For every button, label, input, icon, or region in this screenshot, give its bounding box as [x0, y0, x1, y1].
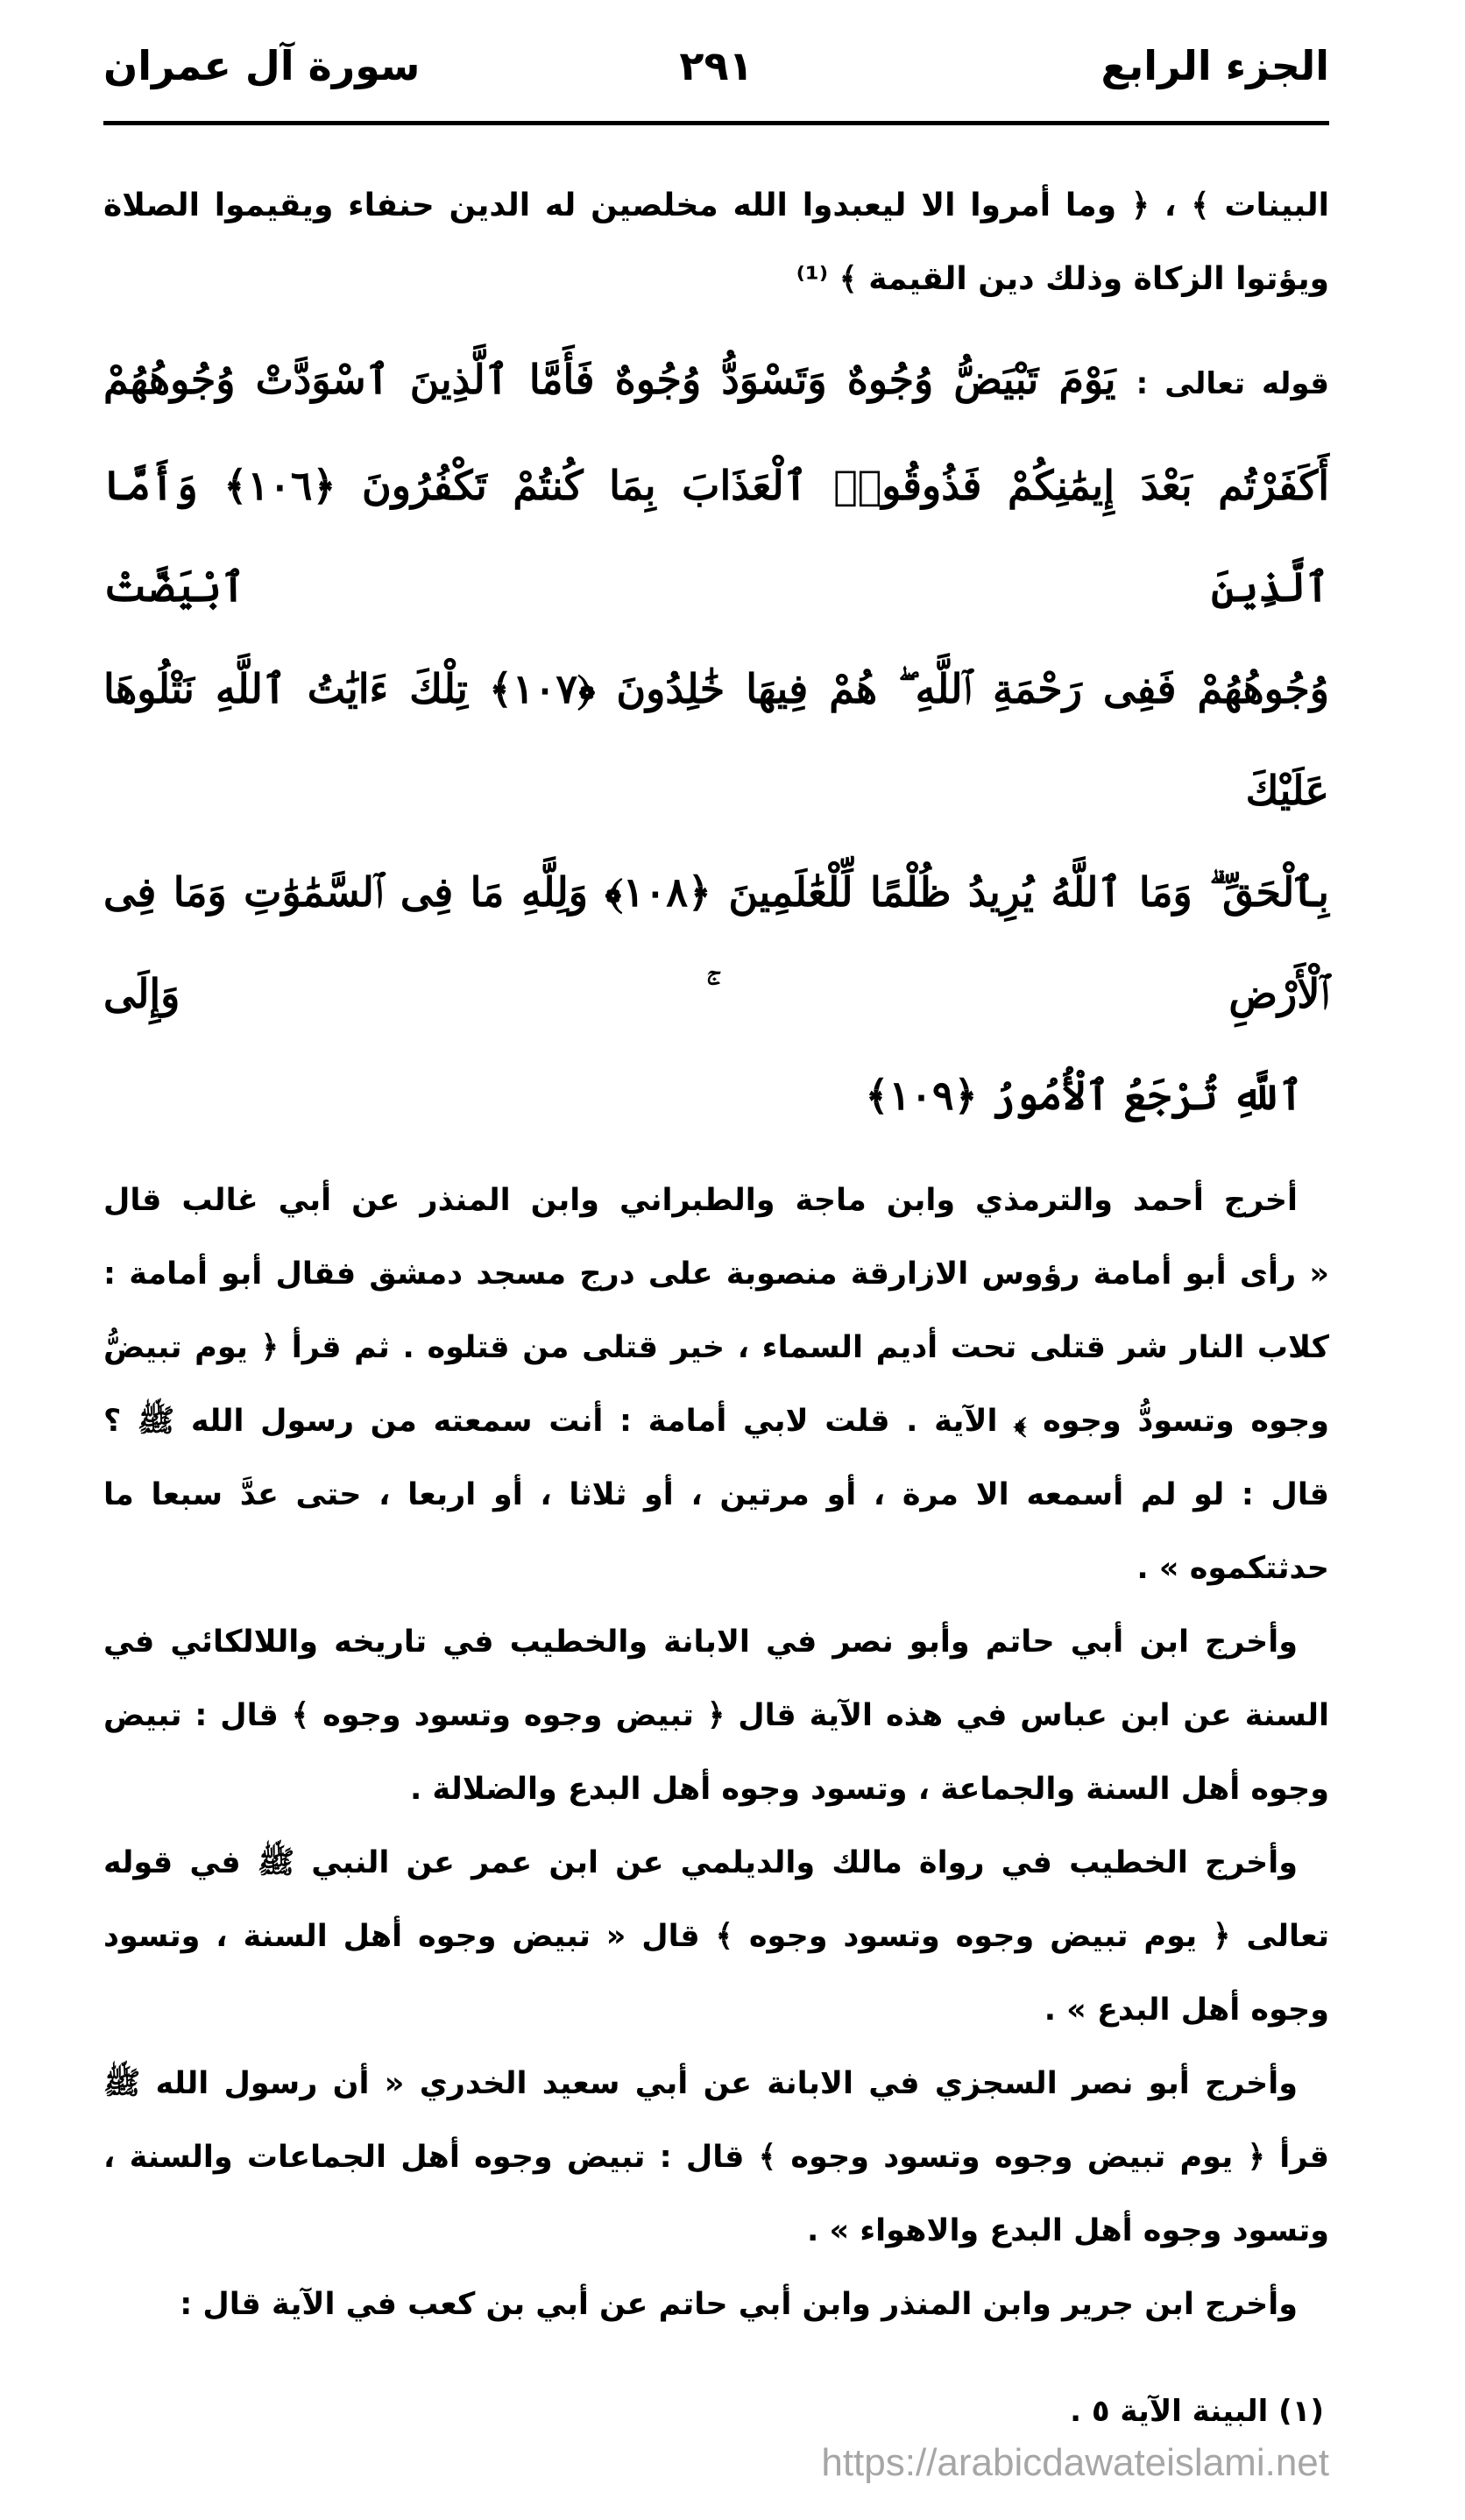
prose-line: قرأ ﴿ يوم تبيض وجوه وتسود وجوه ﴾ قال : تبيض وجوه أهل الجماعات والسنة ،	[103, 2140, 1329, 2175]
quran-line: وُجُوهُهُمْ فَفِى رَحْمَةِ ٱللَّهِ ۖ هُمْ فِيهَا خَٰلِدُونَ ﴿١٠٧﴾ تِلْكَ ءَايَٰتُ ٱللَّهِ نَتْلُوهَا عَلَيْكَ	[103, 665, 1329, 814]
watermark-url: https://arabicdawateislami.net	[821, 2441, 1329, 2484]
prose-line: وجوه أهل البدع » .	[1044, 1993, 1329, 2028]
quran-line: أَكَفَرْتُم بَعْدَ إِيمَٰنِكُمْ فَذُوقُوا۟ ٱلْعَذَابَ بِمَا كُنتُمْ تَكْفُرُونَ ﴿١٠٦﴾ وَأَمَّا ٱلَّذِينَ ٱبْيَضَّتْ	[103, 462, 1330, 611]
quran-line: ٱللَّهِ تُرْجَعُ ٱلْأُمُورُ ﴿١٠٩﴾	[865, 1072, 1303, 1119]
running-header-surah: سورة آل عمران	[103, 42, 421, 89]
quran-line	[103, 329, 1329, 435]
quran-lead-label: قوله تعالى :	[1136, 366, 1330, 401]
prose-line: وتسود وجوه أهل البدع والاهواء » .	[807, 2213, 1329, 2248]
prose-line: حدثتكموه » .	[1136, 1551, 1329, 1586]
page-number: ٢٩١	[679, 42, 754, 89]
intro-line: ويؤتوا الزكاة وذلك دين القيمة ﴾ ⁽¹⁾	[796, 261, 1329, 297]
prose-line: وجوه وتسودُّ وجوه ﴾ الآية . قلت لابي أمامة : أنت سمعته من رسول الله ﷺ ؟	[103, 1404, 1329, 1439]
prose-line: « رأى أبو أمامة رؤوس الازارقة منصوبة على درج مسجد دمشق فقال أبو أمامة :	[103, 1256, 1329, 1292]
quran-verse-text: يَوْمَ تَبْيَضُّ وُجُوهٌ وَتَسْوَدُّ وُجُوهٌ فَأَمَّا ٱلَّذِينَ ٱسْوَدَّتْ وُجُوهُهُمْ	[103, 356, 1116, 403]
prose-line: قال : لو لم أسمعه الا مرة ، أو مرتين ، أو ثلاثا ، أو اربعا ، حتى عدَّ سبعا ما	[103, 1477, 1329, 1512]
prose-line: كلاب النار شر قتلى تحت أديم السماء ، خير قتلى من قتلوه . ثم قرأ ﴿ يوم تبيضُّ	[103, 1330, 1329, 1365]
prose-line: وأخرج الخطيب في رواة مالك والديلمي عن ابن عمر عن النبي ﷺ في قوله	[103, 1845, 1298, 1880]
prose-line: تعالى ﴿ يوم تبيض وجوه وتسود وجوه ﴾ قال « تبيض وجوه أهل السنة ، وتسود	[103, 1919, 1329, 1954]
commentary	[103, 1164, 1329, 2341]
prose-line: وأخرج ابن جرير وابن المنذر وابن أبي حاتم عن أبي بن كعب في الآية قال :	[180, 2287, 1298, 2322]
footnote: (١) البينة الآية ٥ .	[1070, 2394, 1324, 2429]
prose-line: وأخرج ابن أبي حاتم وأبو نصر في الابانة والخطيب في تاريخه واللالكائي في	[103, 1625, 1298, 1660]
intro-line: البينات ﴾ ، ﴿ وما أمروا الا ليعبدوا الله مخلصين له الدين حنفاء ويقيموا الصلاة	[103, 188, 1329, 223]
prose-line: أخرج أحمد والترمذي وابن ماجة والطبراني وابن المنذر عن أبي غالب قال	[103, 1183, 1298, 1218]
prose-line: وجوه أهل السنة والجماعة ، وتسود وجوه أهل البدع والضلالة .	[409, 1772, 1329, 1807]
running-header-part: الجزء الرابع	[1101, 42, 1329, 89]
prose-line: السنة عن ابن عباس في هذه الآية قال ﴿ تبيض وجوه وتسود وجوه ﴾ قال : تبيض	[103, 1698, 1329, 1733]
quran-line: بِٱلْحَقِّ ۗ وَمَا ٱللَّهُ يُرِيدُ ظُلْمًا لِّلْعَٰلَمِينَ ﴿١٠٨﴾ وَلِلَّهِ مَا فِى ٱلسَّمَٰوَٰتِ وَمَا فِى ٱلْأَرْضِ ۚ وَإِلَى	[103, 868, 1329, 1017]
header-divider	[103, 121, 1329, 125]
prose-line: وأخرج أبو نصر السجزي في الابانة عن أبي سعيد الخدري « أن رسول الله ﷺ	[103, 2066, 1298, 2101]
quran-block	[103, 329, 1329, 1146]
running-header	[103, 35, 1329, 114]
